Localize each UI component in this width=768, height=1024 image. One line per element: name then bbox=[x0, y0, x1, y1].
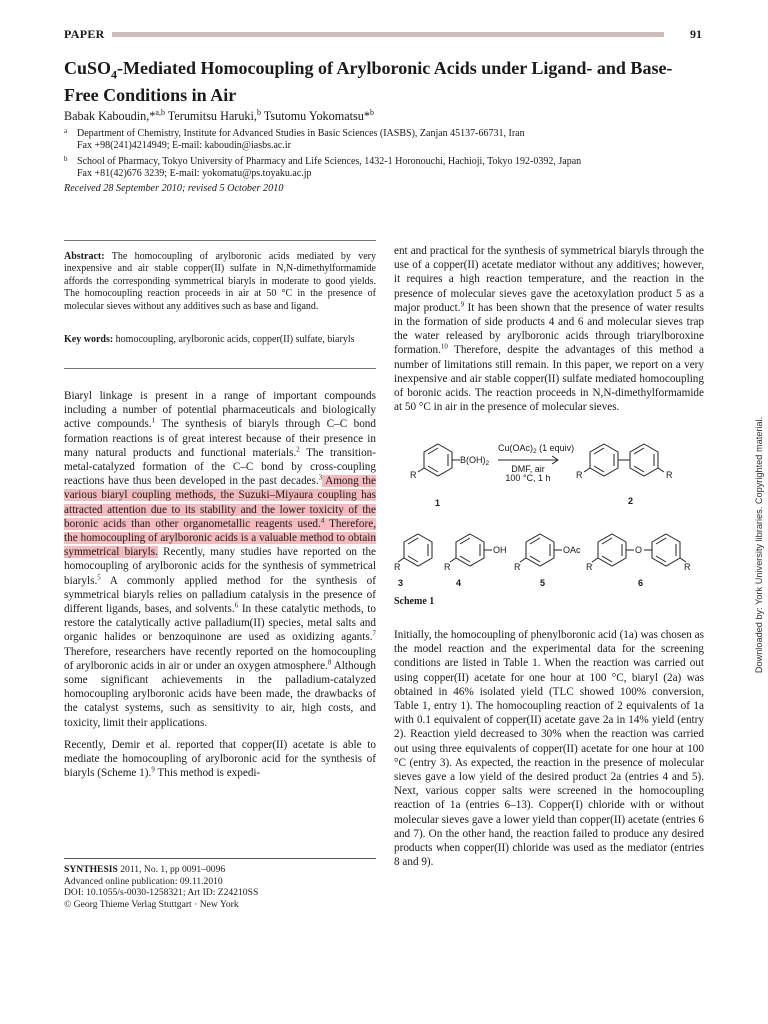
left-column bbox=[64, 389, 376, 780]
hydroxyl-label: OH bbox=[493, 545, 507, 555]
reaction-scheme bbox=[394, 440, 704, 620]
article-title: CuSO$_4$-Mediated Homocoupling of Arylboronic Acids under Ligand- and Base-Free Conditions in Air bbox=[64, 58, 673, 105]
keywords: Key words: homocoupling, arylboronic acids, copper(II) sulfate, biaryls bbox=[64, 334, 355, 345]
footer-rule bbox=[64, 858, 376, 859]
r-group-label: R bbox=[666, 470, 673, 480]
compound-number: 3 bbox=[398, 578, 404, 588]
compound-number: 2 bbox=[628, 496, 634, 506]
abstract-bottom-rule bbox=[64, 368, 376, 369]
author-name: Tsutomu Yokomatsu* bbox=[263, 109, 370, 124]
affiliation-a: a Department of Chemistry, Institute for Advanced Studies in Basic Sciences (IASBS), Zanjan 45137-66731, Iran Fax +98(241)4214949; E-mail: kaboudin@iasbs.ac.ir bbox=[64, 127, 525, 151]
page-number: 91 bbox=[690, 27, 702, 41]
r-group-label: R bbox=[514, 562, 521, 572]
author-name: Babak Kaboudin,* bbox=[64, 109, 156, 124]
highlighted-text[interactable]: Among the various biaryl coupling methods, the Suzuki–Miyaura coupling has attracted attention due to its stability and the lower toxicity of the boronic acids than other organometallic reagents used.$^4$ Therefore, the homocoupling of arylboronic acids is a valuable method to obtain symmetrical biaryls. bbox=[64, 475, 376, 559]
body-paragraph: Biaryl linkage is present in a range of important compounds including a number of potential pharmaceuticals and biologically active compounds.$^1$ The synthesis of biaryls through C–C bond formation reactions is of great interest because of their presence in many natural products and functional materials.$^2$ The transition-metal-catalyzed formation of the C–C bond by cross-coupling reactions have thus been developed in the past decades.$^3$ Among the various biaryl coupling methods, the Suzuki–Miyaura coupling has attracted attention due to its stability and the lower toxicity of the boronic acids than other organometallic reagents used.$^4$ Therefore, the homocoupling of arylboronic acids is a valuable method to obtain symmetrical biaryls. Recently, many studies have reported on the homocoupling of arylboronic acids for the synthesis of symmetrical biaryls.$^5$ A commonly applied method for the synthesis of symmetrical biaryls relies on palladium catalysis in the presence of different ligands, bases, and solvents.$^6$ In these catalytic methods, to restore the catalytically active palladium(II) species, metal salts and organic halides or benzoquinone are used as oxidizing agants.$^7$ Therefore, researchers have recently reported on the homocoupling of arylboronic acids in air or under an oxygen atmosphere.$^8$ Although some significant achievements in the palladium-catalyzed homocoupling arylboronic acids have been made, the drawbacks of the catalyst systems, such as sensitivity to air, high costs, and toxicity, limit their applications. bbox=[64, 390, 377, 729]
header-rule bbox=[112, 32, 664, 37]
reagent-label: $Cu(OAc)_2$ (1 equiv) bbox=[498, 443, 575, 455]
citation-footer: SYNTHESIS 2011, No. 1, pp 0091–0096 Advanced online publication: 09.11.2010 DOI: 10.1055/s-0030-1258321; Art ID: Z24210SS © Georg Thieme Verlag Stuttgart · New York bbox=[64, 864, 259, 910]
abstract: Abstract: The homocoupling of arylboronic acids mediated by very inexpensive and air stable copper(II) sulfate in N,N-dimethylformamide affords the corresponding symmetrical biaryls in moderate to good yields. The homocoupling reaction proceeds in air at 50 °C in the presence of molecular sieves without any additives such as base and ligand. bbox=[64, 251, 376, 312]
author-list: Babak Kaboudin,*$^{a,b}$ Terumitsu Haruki,$^b$ Tsutomu Yokomatsu*$^b$ bbox=[64, 108, 374, 124]
r-group-label: R bbox=[444, 562, 451, 572]
conditions-label: DMF, air bbox=[511, 464, 545, 474]
compound-number: 6 bbox=[638, 578, 644, 588]
ether-oxygen-label: O bbox=[635, 545, 643, 555]
affiliation-b: b School of Pharmacy, Tokyo University of Pharmacy and Life Sciences, 1432-1 Horonouchi, Hachioji, Tokyo 192-0392, Japan Fax +81(42)676 3239; E-mail: yokomatu@ps.toyaku.ac.jp bbox=[64, 155, 582, 179]
compound-number: 5 bbox=[540, 578, 546, 588]
compound-number: 1 bbox=[435, 498, 441, 508]
body-paragraph: Initially, the homocoupling of phenylboronic acid (1a) was chosen as the model reaction and the experimental data for the screening conditions are listed in Table 1. When the reaction was carried out using copper(II) acetate for one hour at 100 °C, biaryl (2a) was obtained in 46% isolated yield (TLC showed 100% conversion, Table 1, entry 1). The homocoupling reaction of 2 equivalents of 1a with 0.1 equivalent of copper(II) acetate gave 2a in 14% yield (entry 2). Reaction yield decreased to 30% when the reaction was carried out using three equivalents of copper(II) acetate for one hour at 100 °C (entry 3). As expected, the reaction in the presence of molecular sieves gave a low yield of the desired product 2a (entries 4 and 5). Next, various copper salts were screened in the homocoupling reaction of 1a (entries 6–13). Copper(I) chloride with or without molecular sieves gave a lower yield than copper(II) acetate (entries 6 and 7). On the other hand, the reaction failed to produce any desired products when copper(II) chloride was used as the mediator (entries 8 and 9). bbox=[394, 629, 704, 869]
abstract-top-rule bbox=[64, 240, 376, 241]
body-paragraph: ent and practical for the synthesis of symmetrical biaryls through the use of a copper(II) acetate mediator without any additives; however, it requires a high reaction temperature, and the reaction in the presence of molecular sieves gave the acetoxylation product 5 as a major product.$^9$ It has been shown that the presence of water results in the formation of side products 4 and 6 and molecular sieves trap the water released by arylboronic acids through triarylboroxine formation.$^{10}$ Therefore, despite the advantages of this method a number of limitations still remain. In this paper, we report on a very inexpensive and air stable copper(II) sulfate mediated homocoupling of boronic acids. The reaction proceeds in N,N-dimethylformamide at 50 °C in air in the presence of molecular sieves. bbox=[394, 245, 704, 414]
download-notice: Downloaded by: York University libraries. Copyrighted material. bbox=[754, 416, 764, 674]
right-column-top bbox=[394, 244, 704, 414]
right-column-bottom bbox=[394, 628, 704, 869]
r-group-label: R bbox=[576, 470, 583, 480]
body-paragraph: Recently, Demir et al. reported that copper(II) acetate is able to mediate the homocoupling of arylboronic acid for the synthesis of biaryls (Scheme 1).$^9$ This method is expedi- bbox=[64, 738, 376, 780]
r-group-label: R bbox=[410, 470, 417, 480]
received-dates: Received 28 September 2010; revised 5 October 2010 bbox=[64, 183, 284, 194]
boronic-acid-label: $B(OH)_2$ bbox=[460, 455, 490, 467]
acetoxy-label: OAc bbox=[563, 545, 581, 555]
compound-number: 4 bbox=[456, 578, 462, 588]
conditions-label: 100 °C, 1 h bbox=[505, 473, 551, 483]
scheme-caption: Scheme 1 bbox=[394, 596, 435, 607]
r-group-label: R bbox=[394, 562, 401, 572]
r-group-label: R bbox=[586, 562, 593, 572]
section-label: PAPER bbox=[64, 27, 105, 41]
r-group-label: R bbox=[684, 562, 691, 572]
author-name: Terumitsu Haruki, bbox=[167, 109, 257, 124]
